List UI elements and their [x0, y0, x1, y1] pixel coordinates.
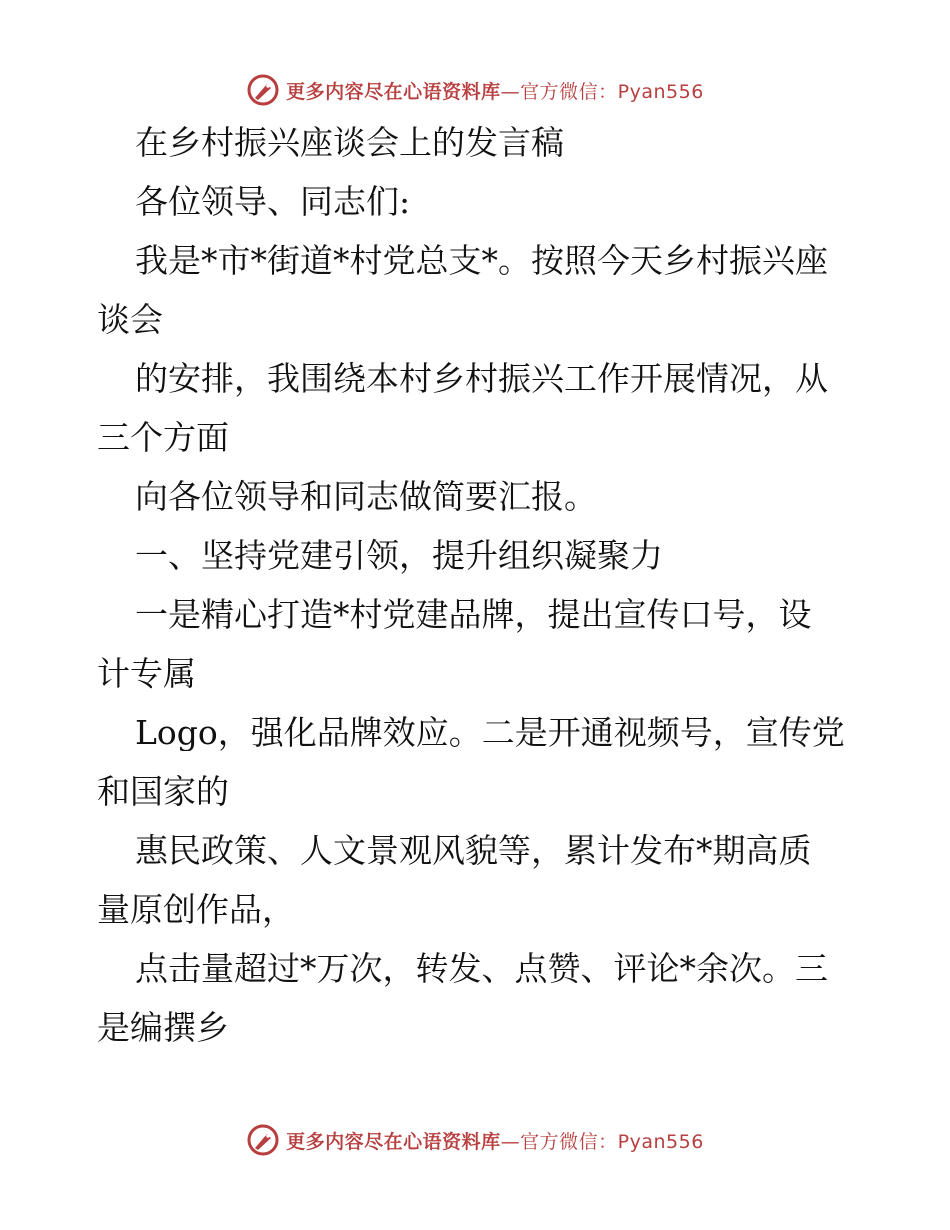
paragraph-line: 三个方面: [97, 419, 229, 456]
paragraph-line: 量原创作品，: [97, 891, 295, 928]
paragraph-line: 和国家的: [97, 773, 229, 810]
document-body: [97, 124, 857, 1068]
paragraph-line: 计专属: [97, 655, 196, 692]
watermark-text: 更多内容尽在心语资料库—官方微信：Pyan556: [286, 1130, 704, 1153]
pen-nib-circle-icon: [246, 1123, 280, 1157]
section-heading: 一、坚持党建引领，提升组织凝聚力: [135, 537, 663, 574]
paragraph-line: 惠民政策、人文景观风貌等，累计发布*期高质: [135, 832, 812, 869]
document-title: 在乡村振兴座谈会上的发言稿: [135, 124, 564, 161]
salutation: 各位领导、同志们:: [135, 183, 411, 220]
watermark-banner-bottom: [0, 1120, 950, 1160]
paragraph-line: 的安排，我围绕本村乡村振兴工作开展情况，从: [135, 360, 828, 397]
paragraph-line: 是编撰乡: [97, 1009, 229, 1046]
paragraph-line: 我是*市*街道*村党总支*。按照今天乡村振兴座: [135, 242, 828, 279]
pen-nib-circle-icon: [246, 73, 280, 107]
watermark-text: 更多内容尽在心语资料库—官方微信：Pyan556: [286, 80, 704, 103]
paragraph-line: 向各位领导和同志做简要汇报。: [135, 478, 597, 515]
watermark-banner-top: [0, 70, 950, 110]
paragraph-line: Logo，强化品牌效应。二是开通视频号，宣传党: [135, 714, 845, 751]
paragraph-line: 谈会: [97, 301, 163, 338]
paragraph-line: 点击量超过*万次，转发、点赞、评论*余次。三: [135, 950, 828, 987]
paragraph-line: 一是精心打造*村党建品牌，提出宣传口号，设: [135, 596, 812, 633]
